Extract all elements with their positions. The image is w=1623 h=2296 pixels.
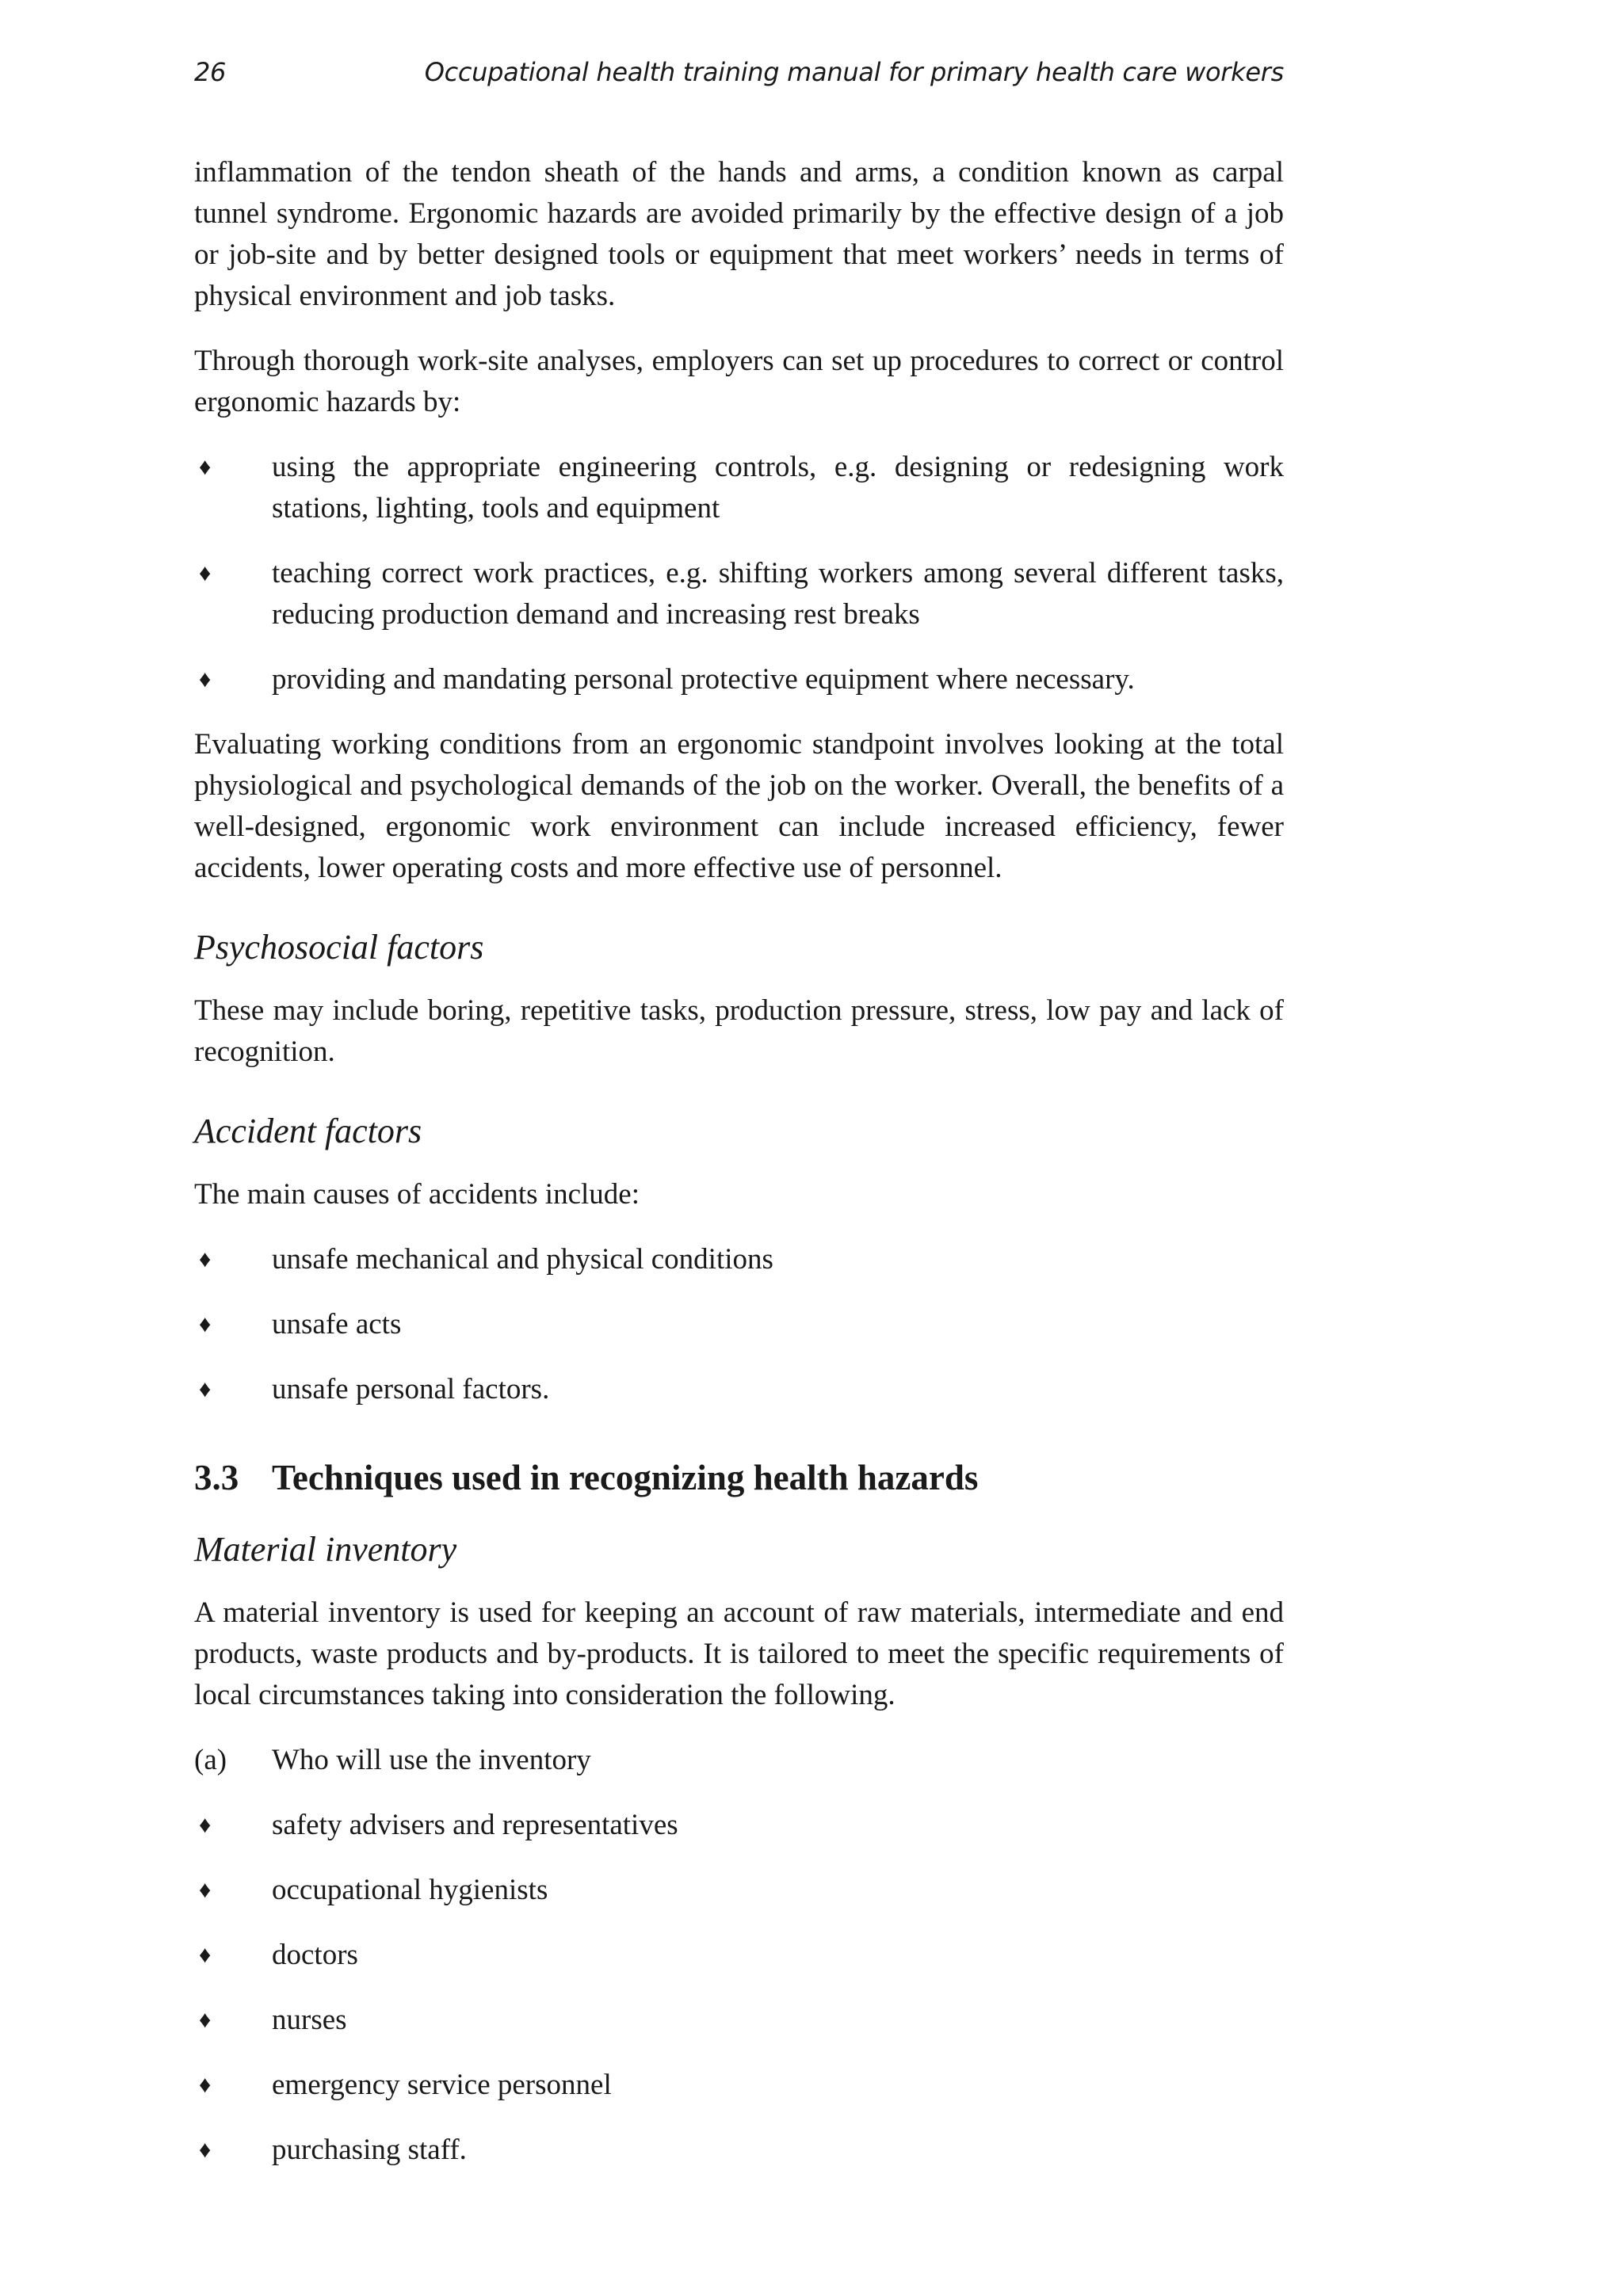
list-item — [194, 2065, 1284, 2106]
list-item-text: occupational hygienists — [272, 1874, 548, 1906]
section-title: Techniques used in recognizing health hazards — [272, 1458, 979, 1497]
heading-psychosocial-factors: Psychosocial factors — [194, 928, 484, 967]
list-item-text: teaching correct work practices, e.g. shifting workers among several different tasks, reducing production demand and increasing rest breaks — [272, 557, 1284, 631]
list-item-text: using the appropriate engineering controls, e.g. designing or redesigning work stations, lighting, tools and equipment — [272, 451, 1284, 524]
list-item-text: unsafe acts — [272, 1308, 402, 1341]
list-item — [194, 447, 1284, 529]
list-item — [194, 553, 1284, 635]
list-item-text: doctors — [272, 1939, 358, 1971]
list-item-text: providing and mandating personal protective equipment where necessary. — [272, 663, 1135, 696]
list-item-text: unsafe personal factors. — [272, 1373, 550, 1405]
list-item-text: emergency service personnel — [272, 2069, 612, 2101]
running-header — [194, 57, 1284, 97]
paragraph-evaluating-conditions: Evaluating working conditions from an ergonomic standpoint involves looking at the total physiological and psychological demands of the job on the worker. Overall, the benefits of a well-designed, ergonomic work environment can include increased efficiency, fewer accidents, lower operating costs and more effective use of personnel. — [194, 728, 1284, 884]
accident-causes-list — [194, 1239, 1284, 1410]
list-item-alpha — [194, 1740, 1284, 1781]
page-number: 26 — [194, 57, 227, 87]
list-item — [194, 1239, 1284, 1280]
diamond-bullet-icon: ♦ — [199, 1942, 212, 1968]
heading-accident-factors: Accident factors — [194, 1112, 422, 1150]
paragraph-accident-intro: The main causes of accidents include: — [194, 1178, 640, 1211]
diamond-bullet-icon: ♦ — [199, 1376, 212, 1402]
diamond-bullet-icon: ♦ — [199, 1812, 212, 1838]
list-item-text: nurses — [272, 2004, 347, 2036]
list-item — [194, 659, 1284, 700]
paragraph-material-inventory: A material inventory is used for keeping an account of raw materials, intermediate and end products, waste products and by-products. It is tailored to meet the specific requirements of local circumstances taking into consideration the following. — [194, 1596, 1284, 1711]
paragraph-psychosocial: These may include boring, repetitive tasks, production pressure, stress, low pay and lack of recognition. — [194, 994, 1284, 1068]
heading-material-inventory: Material inventory — [194, 1530, 457, 1569]
list-item — [194, 1870, 1284, 1911]
list-item — [194, 1304, 1284, 1345]
running-header-title: Occupational health training manual for primary health care workers — [424, 57, 1284, 87]
inventory-list — [194, 1740, 1284, 2171]
list-item-text: Who will use the inventory — [272, 1744, 591, 1776]
diamond-bullet-icon: ♦ — [199, 1877, 212, 1903]
diamond-bullet-icon: ♦ — [199, 1246, 212, 1272]
diamond-bullet-icon: ♦ — [199, 2137, 212, 2163]
diamond-bullet-icon: ♦ — [199, 2072, 212, 2098]
diamond-bullet-icon: ♦ — [199, 666, 212, 692]
list-item-text: purchasing staff. — [272, 2134, 467, 2166]
paragraph-work-site-analyses: Through thorough work-site analyses, employers can set up procedures to correct or control ergonomic hazards by: — [194, 345, 1284, 418]
section-heading — [194, 1455, 1284, 1501]
list-item-text: safety advisers and representatives — [272, 1809, 678, 1841]
alpha-marker: (a) — [194, 1744, 227, 1776]
paragraph-ergonomic-hazards: inflammation of the tendon sheath of the hands and arms, a condition known as carpal tunnel syndrome. Ergonomic hazards are avoided primarily by the effective design of a job or job-site and by better designed tools or equipment that meet workers’ needs in terms of physical environment and job tasks. — [194, 156, 1284, 312]
list-item — [194, 1805, 1284, 1846]
list-item-text: unsafe mechanical and physical conditions — [272, 1243, 773, 1276]
diamond-bullet-icon: ♦ — [199, 454, 212, 480]
list-item — [194, 2130, 1284, 2171]
diamond-bullet-icon: ♦ — [199, 1311, 212, 1337]
diamond-bullet-icon: ♦ — [199, 560, 212, 586]
list-item — [194, 1935, 1284, 1976]
ergonomic-controls-list — [194, 447, 1284, 700]
section-number: 3.3 — [194, 1458, 239, 1497]
list-item — [194, 1369, 1284, 1410]
page-body — [194, 152, 1284, 2171]
diamond-bullet-icon: ♦ — [199, 2007, 212, 2033]
list-item — [194, 2000, 1284, 2041]
